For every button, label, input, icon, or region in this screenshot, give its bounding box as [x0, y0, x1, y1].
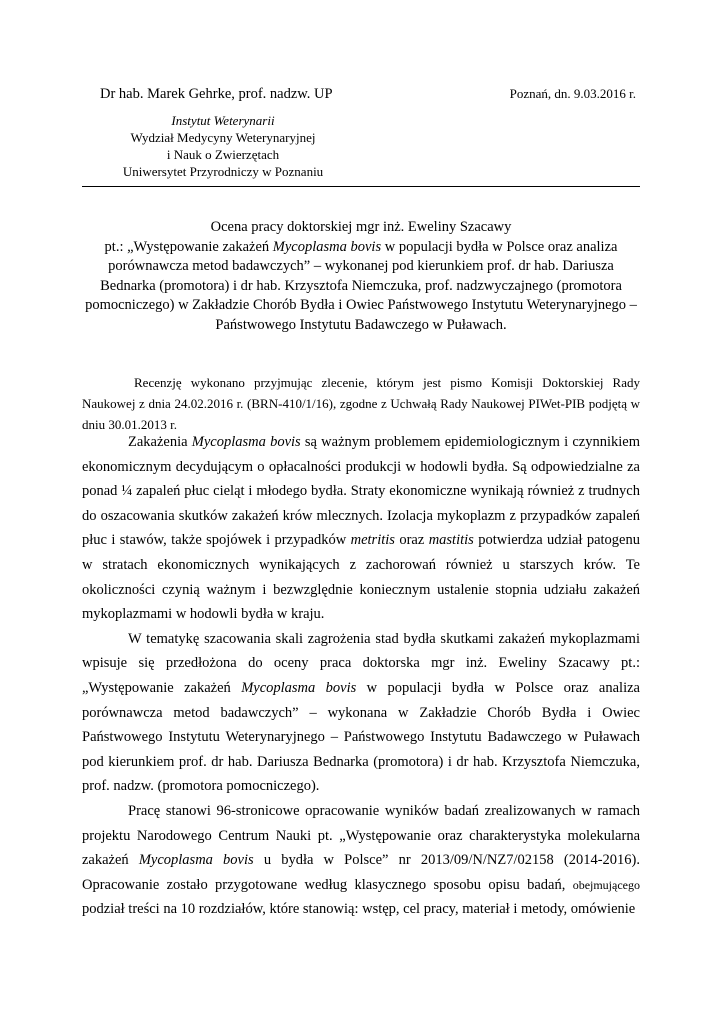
title-part-b: w populacji bydła w Polsce oraz analiza porównawcza metod badawczych” – wykonanej pod kierunkiem prof. dr hab. Dariusza Bednarka (promotora) i dr hab. Krzysztofa Niemczuka, prof. nadzwyczajnego (promotora pomocniczego) w Zakładzie Chorób Bydła i Owiec Państwowego Instytutu Weterynaryjnego – Państwowego Instytutu Badawczego w Puławach.	[85, 238, 637, 333]
p3-text-e: podział treści na 10 rozdziałów, które stanowią: wstęp, cel pracy, materiał i metody, omówienie	[82, 901, 636, 918]
p3-species: Mycoplasma bovis	[138, 852, 254, 869]
p1-metritis: metritis	[350, 532, 395, 549]
p2-text-a: W tematykę szacowania skali zagrożenia stad bydła skutkami zakażeń mykoplazmami wpisuje się przedłożona do oceny praca doktorska mgr inż. Eweliny Szacawy pt.: „Występowanie zakażeń	[82, 630, 640, 696]
title-subject	[82, 238, 640, 336]
title-line-1: Ocena pracy doktorskiej mgr inż. Eweliny Szacawy	[210, 219, 512, 235]
p1-mastitis: mastitis	[428, 532, 474, 549]
p1-text-a: Zakażenia	[128, 434, 192, 450]
p3-text-d: obejmującego	[572, 877, 640, 892]
paragraph-3	[82, 799, 640, 922]
faculty-line-2: i Nauk o Zwierzętach	[166, 147, 280, 162]
p3-text-c: u bydła w Polsce” nr 2013/09/N/NZ7/02158 (2014-2016). Opracowanie zostało przygotowane według klasycznego sposobu opisu badań,	[82, 852, 640, 893]
author-name: Dr hab. Marek Gehrke, prof. nadzw. UP	[100, 86, 333, 102]
affiliation-block	[88, 112, 358, 180]
university-name: Uniwersytet Przyrodniczy w Poznaniu	[122, 164, 324, 179]
p1-text-c: są ważnym problemem epidemiologicznym i czynnikiem ekonomicznym decydującym o opłacalności produkcji w hodowli bydła. Są odpowiedzialne za ponad ¼ zapaleń płuc cieląt i młodego bydła. Straty ekonomiczne wynikają również z trudnych do oszacowania skutków zakażeń krów mlecznych. Izolacja mykoplazm z przypadków zapaleń płuc i stawów, także spojówek i przypadków	[82, 434, 640, 549]
paragraph-2	[82, 627, 640, 799]
document-date: Poznań, dn. 9.03.2016 r.	[509, 86, 636, 101]
p2-text-c: w populacji bydła w Polsce oraz analiza porównawcza metod badawczych” – wykonana w Zakładzie Chorób Bydła i Owiec Państwowego Instytutu Weterynaryjnego – Państwowego Instytutu Badawczego w Puławach pod kierunkiem prof. dr hab. Dariusza Bednarka (promotora) i dr hab. Krzysztofa Niemczuka, prof. nadzw. (promotora pomocniczego).	[82, 679, 640, 795]
title-part-a: pt.: „Występowanie zakażeń	[104, 238, 273, 255]
institute-name: Instytut Weterynarii	[171, 113, 275, 128]
title-species: Mycoplasma bovis	[272, 238, 382, 255]
faculty-line-1: Wydział Medycyny Weterynaryjnej	[130, 130, 316, 145]
paragraph-1	[82, 430, 640, 627]
p1-text-e: oraz	[394, 532, 429, 549]
p1-text-g: potwierdza udział patogenu w stratach ekonomicznych wynikających z zachorowań również u starszych krów. Te okoliczności czynią ważnym i bezwzględnie koniecznym ustalenie stopnia udziału zakażeń mykoplazmami w hodowli bydła w kraju.	[82, 532, 640, 623]
header-divider	[82, 186, 640, 187]
p1-species: Mycoplasma bovis	[191, 434, 301, 450]
p3-text-a: Pracę stanowi 96-stronicowe opracowanie wyników badań zrealizowanych w ramach projektu Narodowego Centrum Nauki pt. „Występowanie oraz charakterystyka molekularna zakażeń	[82, 802, 640, 869]
review-note: Recenzję wykonano przyjmując zlecenie, którym jest pismo Komisji Doktorskiej Rady Naukowej z dnia 24.02.2016 r. (BRN-410/1/16), zgodne z Uchwałą Rady Naukowej PIWet-PIB podjętą w dniu 30.01.2013 r.	[82, 375, 640, 432]
body-text	[82, 430, 640, 922]
document-title	[82, 218, 640, 335]
p2-species: Mycoplasma bovis	[241, 679, 357, 696]
